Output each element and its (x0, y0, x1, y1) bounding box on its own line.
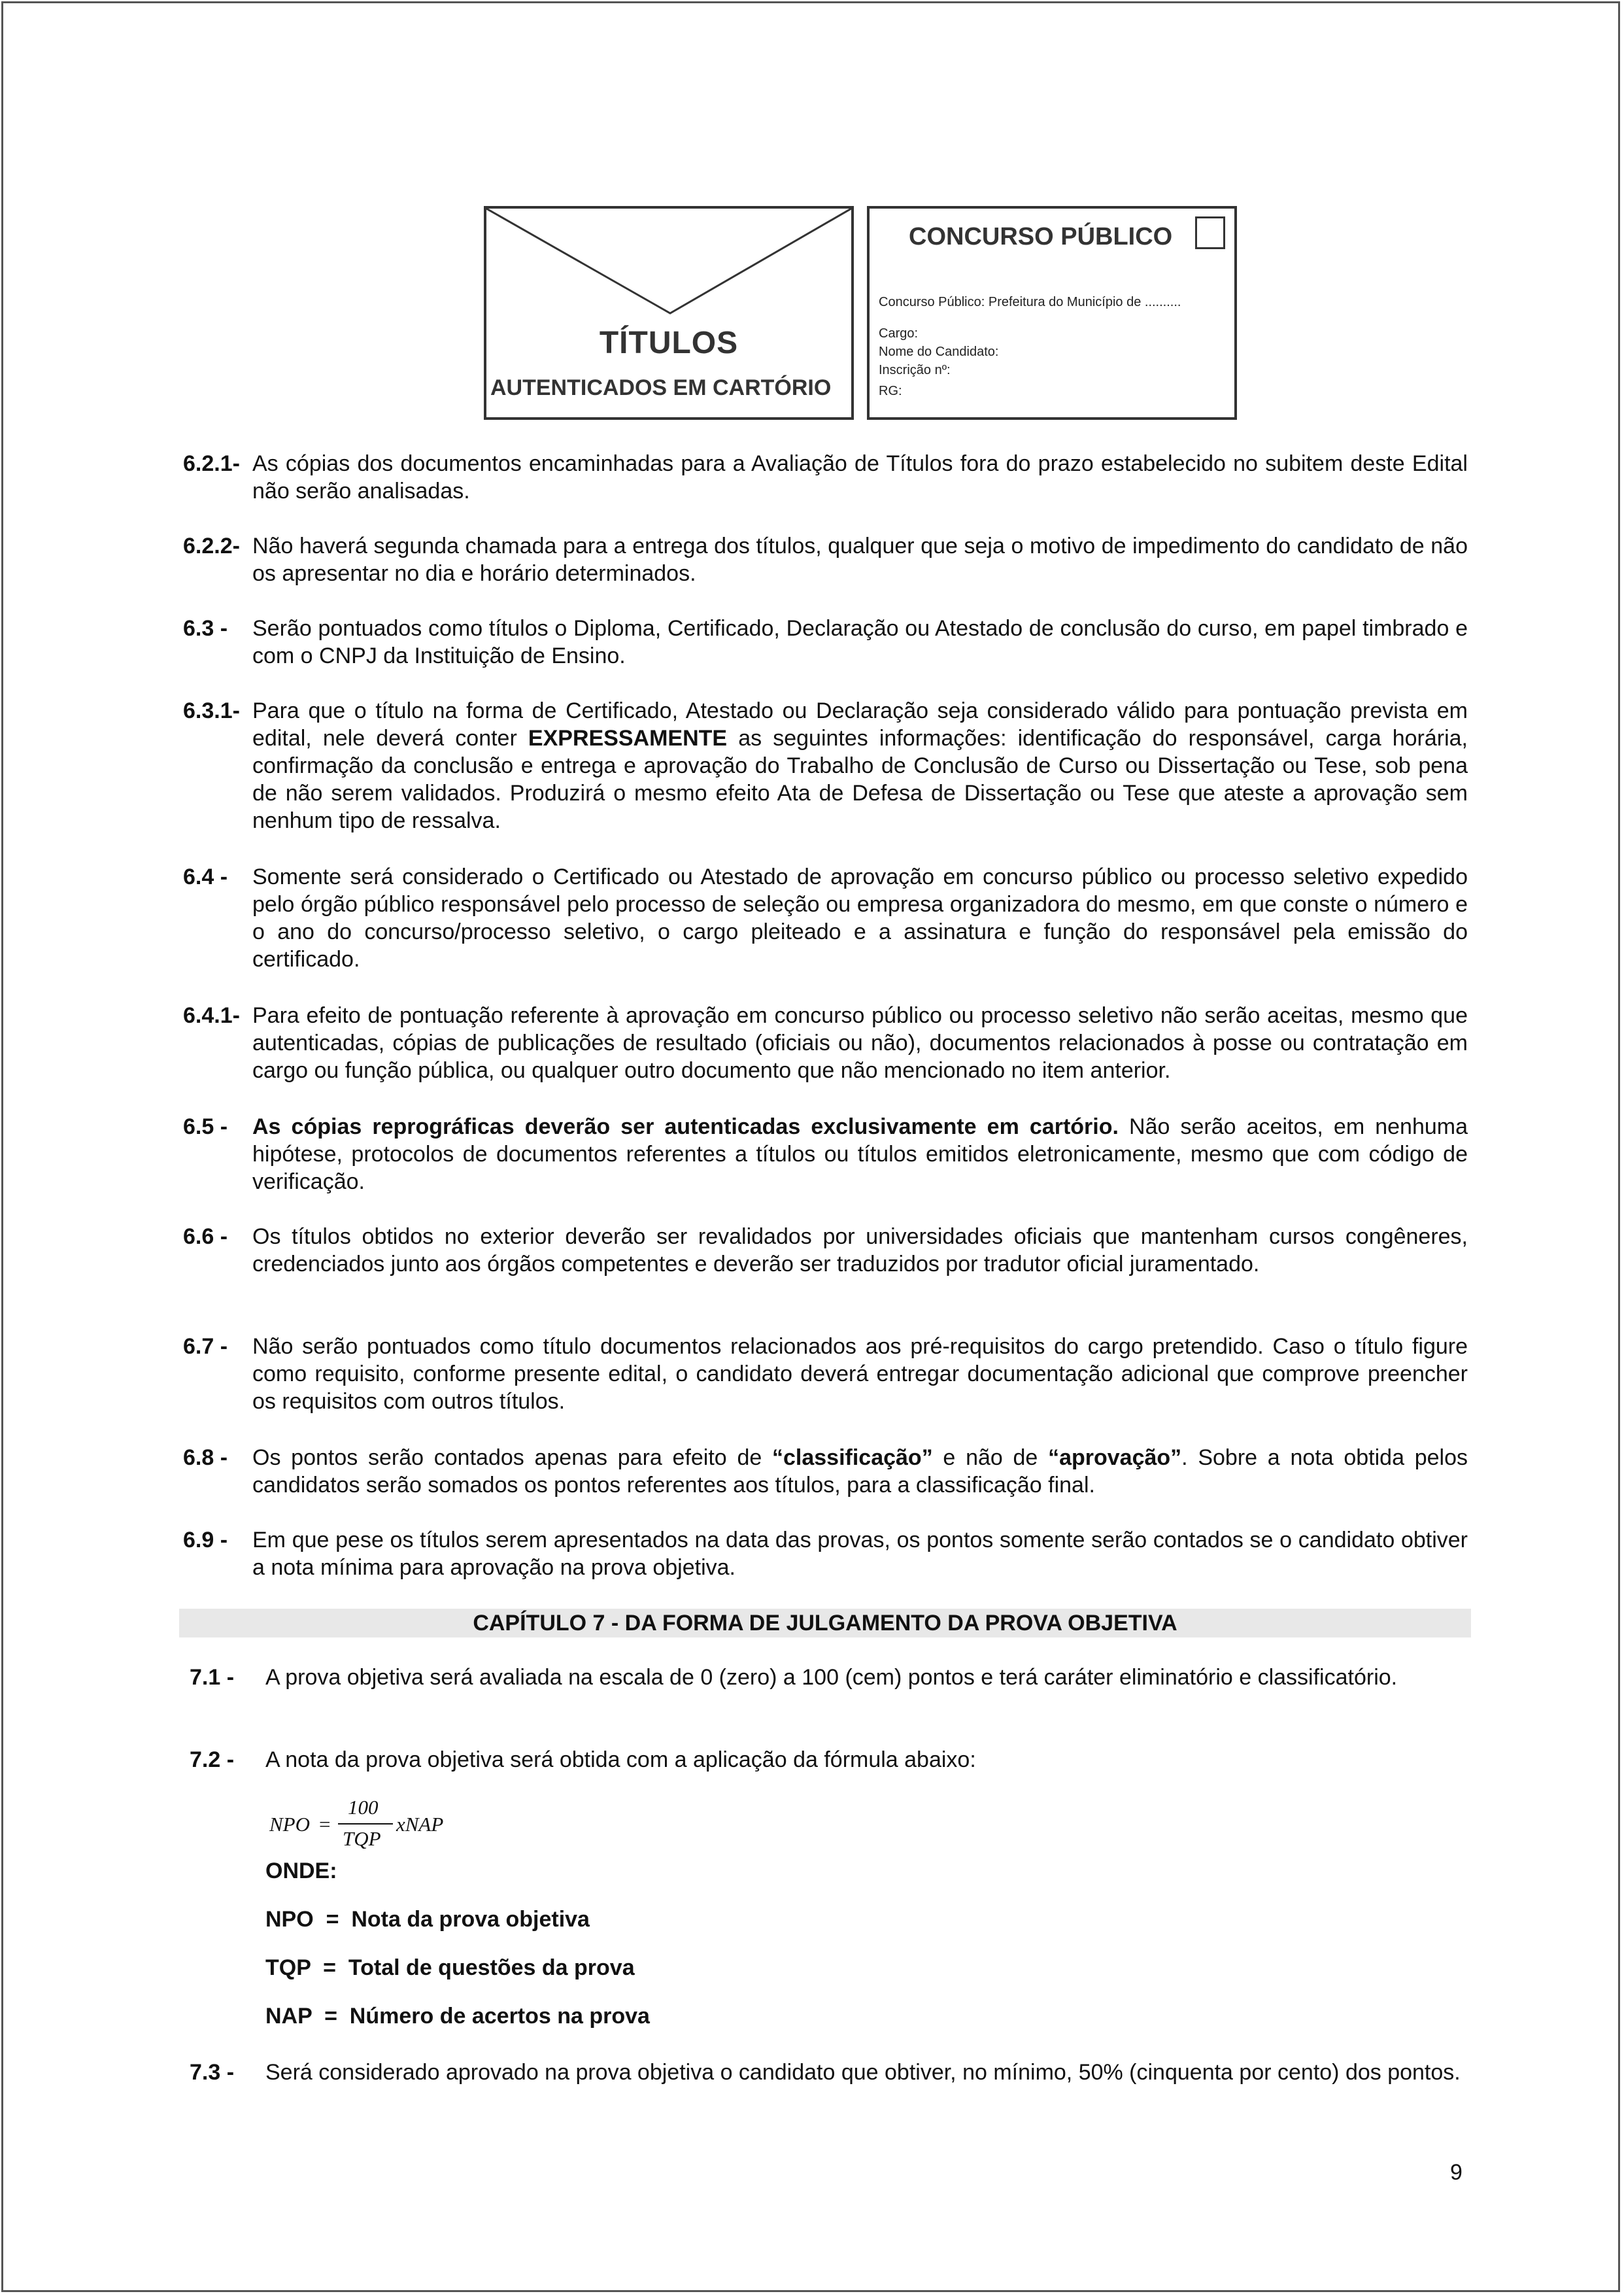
score-formula (269, 1796, 479, 1855)
item-number: 7.3 - (190, 2060, 235, 2085)
item-text: Serão pontuados como títulos o Diploma, Certificado, Declaração ou Atestado de conclusão do curso, em papel timbrado e com o CNPJ da Instituição de Ensino. (252, 616, 1468, 668)
envelope-front-title: CONCURSO PÚBLICO (909, 223, 1173, 250)
envelope-contest-line: Concurso Público: Prefeitura do Município de .......... (879, 295, 1181, 309)
item-text: Para que o título na forma de Certificado, Atestado ou Declaração seja considerado válido para pontuação prevista em edital, nele deverá conter EXPRESSAMENTE as seguintes informações: identificação do responsável, carga horária, confirmação da conclusão e entrega e aprovação do Trabalho de Conclusão de Curso ou Dissertação ou Tese, sob pena de não serem validados. Produzirá o mesmo efeito Ata de Defesa de Dissertação ou Tese que ateste a aprovação sem nenhum tipo de ressalva. (252, 698, 1468, 833)
definition-npo: NPO = Nota da prova objetiva (265, 1907, 590, 1932)
item-text: As cópias dos documentos encaminhadas para a Avaliação de Títulos fora do prazo estabelecido no subitem deste Edital não serão analisadas. (252, 451, 1468, 504)
formula-numerator: 100 (348, 1796, 379, 1819)
page-number: 9 (1450, 2160, 1463, 2185)
item-text: Não haverá segunda chamada para a entrega dos títulos, qualquer que seja o motivo de impedimento do candidato de não os apresentar no dia e horário determinados. (252, 534, 1468, 586)
item-text: Para efeito de pontuação referente à aprovação em concurso público ou processo seletivo não serão aceitas, mesmo que autenticadas, cópias de publicações de resultado (oficiais ou não), documentos relacionados à posse ou contratação em cargo ou função pública, ou qualquer outro documento que não mencionado no item anterior. (252, 1003, 1468, 1083)
item-number: 6.2.1- (183, 451, 240, 476)
item-number: 6.3 - (183, 616, 228, 641)
item-number: 6.4 - (183, 865, 228, 889)
envelope-title: TÍTULOS (599, 326, 739, 360)
item-number: 6.8 - (183, 1445, 228, 1470)
item-number: 6.4.1- (183, 1003, 240, 1028)
chapter-heading: CAPÍTULO 7 - DA FORMA DE JULGAMENTO DA PROVA OBJETIVA (179, 1609, 1471, 1637)
item-number: 6.7 - (183, 1334, 228, 1359)
envelope-registration-line: Inscrição nº: (879, 363, 951, 377)
item-number: 6.6 - (183, 1224, 228, 1249)
item-number: 6.3.1- (183, 698, 240, 723)
envelope-cargo-line: Cargo: (879, 326, 919, 341)
item-number: 6.9 - (183, 1528, 228, 1552)
envelope-subtitle: AUTENTICADOS EM CARTÓRIO (490, 375, 832, 400)
item-number: 6.2.2- (183, 534, 240, 558)
item-text: Será considerado aprovado na prova objetiva o candidato que obtiver, no mínimo, 50% (cinquenta por cento) dos pontos. (265, 2060, 1461, 2085)
formula-lhs: NPO (269, 1813, 310, 1836)
item-text: Em que pese os títulos serem apresentados na data das provas, os pontos somente serão contados se o candidato obtiver a nota mínima para aprovação na prova objetiva. (252, 1528, 1468, 1580)
item-text: Somente será considerado o Certificado ou Atestado de aprovação em concurso público ou processo seletivo expedido pelo órgão público responsável pelo processo de seleção ou empresa organizadora do mesmo, em que conste o número e o ano do concurso/processo seletivo, o cargo pleiteado e a assinatura e função do responsável pela emissão do certificado. (252, 865, 1468, 972)
envelope-front-label (867, 206, 1237, 420)
envelope-rg-line: RG: (879, 384, 902, 398)
envelope-checkbox-square (1195, 216, 1225, 249)
item-text: As cópias reprográficas deverão ser autenticadas exclusivamente em cartório. Não serão aceitos, em nenhuma hipótese, protocolos de documentos referentes a títulos ou títulos emitidos eletronicamente, mesmo que com código de verificação. (252, 1114, 1468, 1194)
formula-rhs: xNAP (396, 1813, 444, 1836)
definitions-label: ONDE: (265, 1859, 337, 1883)
definition-tqp: TQP = Total de questões da prova (265, 1955, 635, 1980)
item-number: 6.5 - (183, 1114, 228, 1139)
emphasis-cartorio: As cópias reprográficas deverão ser autenticadas exclusivamente em cartório. (252, 1114, 1119, 1139)
item-text: Os pontos serão contados apenas para efeito de “classificação” e não de “aprovação”. Sobre a nota obtida pelos candidatos serão somados os pontos referentes aos títulos, para a classificação final. (252, 1445, 1468, 1498)
item-text: A nota da prova objetiva será obtida com a aplicação da fórmula abaixo: (265, 1747, 976, 1772)
envelope-name-line: Nome do Candidato: (879, 345, 999, 359)
formula-denominator: TQP (343, 1827, 381, 1850)
item-text: Os títulos obtidos no exterior deverão ser revalidados por universidades oficiais que mantenham cursos congêneres, credenciados junto aos órgãos competentes e deverão ser traduzidos por tradutor oficial juramentado. (252, 1224, 1468, 1277)
emphasis-expressamente: EXPRESSAMENTE (528, 726, 728, 751)
formula-fraction-bar (338, 1823, 393, 1825)
definition-nap: NAP = Número de acertos na prova (265, 2004, 650, 2029)
envelope-back-illustration (484, 206, 854, 420)
item-number: 7.1 - (190, 1665, 235, 1690)
emphasis-aprovacao: “aprovação” (1048, 1445, 1182, 1470)
item-text: A prova objetiva será avaliada na escala de 0 (zero) a 100 (cem) pontos e terá caráter eliminatório e classificatório. (265, 1665, 1398, 1690)
formula-equals: = (319, 1813, 331, 1836)
item-number: 7.2 - (190, 1747, 235, 1772)
emphasis-classificacao: “classificação” (772, 1445, 933, 1470)
item-text: Não serão pontuados como título documentos relacionados aos pré-requisitos do cargo pretendido. Caso o título figure como requisito, conforme presente edital, o candidato deverá entregar documentação adicional que comprove preencher os requisitos com outros títulos. (252, 1334, 1468, 1414)
